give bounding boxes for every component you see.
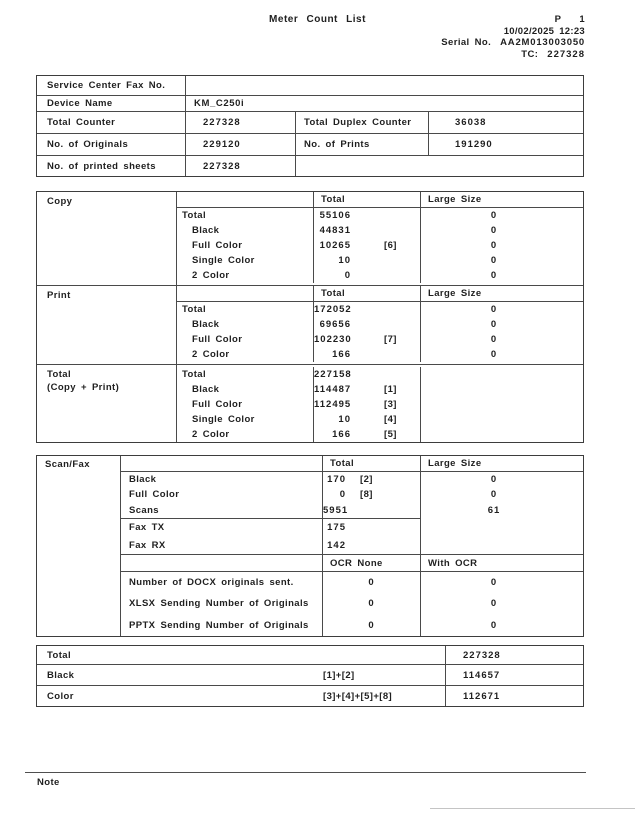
large-size-value: 0 [490, 304, 498, 315]
count-value: 102230 [314, 334, 352, 345]
counter-row [177, 268, 583, 283]
serial-label: Serial No. [441, 37, 492, 48]
service-center-fax-label: Service Center Fax No. [37, 76, 186, 95]
ocr-row [121, 614, 583, 636]
printed-sheets-value: 227328 [186, 156, 296, 176]
serial-number: AA2M013003050 [500, 37, 585, 48]
large-size-value: 0 [490, 334, 498, 345]
page-number-line [555, 14, 585, 25]
row-label: 2 Color [177, 347, 314, 362]
count-value: 0 [344, 270, 351, 281]
table-row [37, 155, 583, 176]
total-section-label-line2: (Copy + Print) [47, 382, 120, 393]
empty-cell [177, 192, 314, 207]
summary-value: 227328 [445, 646, 583, 664]
large-size-value: 0 [490, 474, 498, 485]
ocr-none-value: 0 [323, 614, 421, 636]
column-header-row [121, 456, 583, 472]
note-label: Note [37, 777, 60, 788]
formula-text: [3]+[4]+[5]+[8] [323, 690, 393, 702]
counter-row [177, 208, 583, 223]
row-label: Single Color [177, 412, 314, 427]
summary-black-row [37, 664, 583, 685]
scan-counter-row [121, 472, 583, 487]
summary-value: 112671 [445, 686, 583, 706]
count-value: 10 [338, 414, 351, 425]
row-label: Black [121, 472, 323, 487]
row-label: Total [47, 649, 71, 661]
large-size-column-header: Large Size [428, 288, 482, 299]
table-row [37, 95, 583, 111]
total-counter-label: Total Counter [37, 112, 186, 133]
with-ocr-value: 0 [490, 619, 498, 631]
row-label: 2 Color [177, 268, 314, 283]
row-label: Fax TX [121, 518, 323, 536]
copy-section-label: Copy [37, 192, 177, 285]
row-label: Full Color [177, 332, 314, 347]
page-number: 1 [579, 14, 585, 25]
empty-cell [177, 286, 314, 301]
large-size-value: 0 [490, 240, 498, 251]
counter-row [177, 317, 583, 332]
row-label: 2 Color [177, 427, 314, 442]
count-value: 55106 [319, 210, 351, 221]
with-ocr-value: 0 [490, 598, 498, 609]
footnote-ref: [2] [360, 474, 373, 485]
device-info-table [36, 75, 584, 177]
scan-artifact-line [430, 808, 635, 809]
column-header-row [177, 286, 583, 302]
prints-label: No. of Prints [296, 134, 429, 155]
summary-total-row [37, 646, 583, 664]
counter-row [177, 412, 583, 427]
count-value: 10265 [319, 240, 351, 251]
page-label: P [554, 14, 562, 25]
column-header-row [177, 192, 583, 208]
device-name-label: Device Name [37, 96, 186, 111]
scan-counter-row [121, 487, 583, 502]
empty-cell [421, 536, 583, 554]
footnote-ref: [8] [360, 489, 373, 500]
ocr-none-column-header: OCR None [323, 555, 421, 571]
originals-label: No. of Originals [37, 134, 186, 155]
print-section-label: Print [37, 286, 177, 364]
row-label: Scans [121, 502, 323, 518]
counter-row [177, 347, 583, 362]
table-row [37, 111, 583, 133]
device-name-value: KM_C250i [194, 98, 245, 109]
printed-sheets-label: No. of printed sheets [37, 156, 186, 176]
originals-value: 229120 [186, 134, 296, 155]
row-label: Fax RX [121, 536, 323, 554]
count-value: 44831 [319, 225, 351, 236]
count-value: 10 [338, 255, 351, 266]
large-size-value [421, 367, 583, 382]
large-size-value: 0 [490, 270, 498, 281]
count-value: 166 [332, 349, 351, 360]
page-title [0, 14, 635, 25]
scan-fax-section-label: Scan/Fax [37, 456, 121, 636]
total-column-header: Total [314, 286, 421, 301]
large-size-value: 61 [487, 504, 501, 516]
row-label: Total [177, 367, 314, 382]
ocr-none-value: 0 [323, 593, 421, 614]
row-label: Color [47, 690, 74, 702]
scan-counter-row [121, 502, 583, 518]
prints-value: 191290 [455, 139, 493, 150]
total-duplex-label: Total Duplex Counter [296, 112, 429, 133]
copy-print-counter-table [36, 191, 584, 443]
count-value: 175 [327, 522, 346, 533]
ocr-none-value: 0 [323, 572, 421, 593]
table-row [37, 76, 583, 95]
row-label: Black [177, 317, 314, 332]
total-column-header: Total [314, 192, 421, 207]
row-label: Number of DOCX originals sent. [121, 572, 323, 593]
large-size-value: 0 [490, 255, 498, 266]
table-row [37, 133, 583, 155]
fax-rx-row [121, 536, 583, 554]
footnote-ref: [7] [384, 334, 397, 345]
ocr-header-row [121, 554, 583, 572]
row-label: Black [177, 223, 314, 238]
large-size-value [421, 427, 583, 442]
large-size-value [421, 397, 583, 412]
footnote-ref: [1] [384, 384, 397, 395]
footnote-ref: [6] [384, 240, 397, 251]
large-size-value [421, 382, 583, 397]
count-value: 170 [327, 474, 346, 485]
counter-row [177, 253, 583, 268]
row-label: Single Color [177, 253, 314, 268]
total-column-header: Total [323, 456, 421, 471]
footnote-ref: [5] [384, 429, 397, 440]
row-label: Black [47, 669, 75, 681]
row-label: Full Color [121, 487, 323, 502]
summary-table [36, 645, 584, 707]
empty-cell [121, 456, 323, 471]
ocr-row [121, 572, 583, 593]
total-counter-line [521, 49, 585, 60]
with-ocr-column-header: With OCR [428, 557, 478, 569]
row-label: Full Color [177, 238, 314, 253]
datetime-text: 10/02/2025 12:23 [503, 26, 585, 37]
count-value: 114487 [314, 384, 352, 395]
total-copy-print-section [37, 364, 583, 442]
copy-section [37, 192, 583, 285]
large-size-column-header: Large Size [428, 458, 482, 469]
page-title-text: Meter Count List [269, 14, 366, 25]
total-section-label-line1: Total [47, 369, 71, 380]
large-size-value: 0 [490, 349, 498, 360]
row-label: Total [177, 302, 314, 317]
count-value: 0 [339, 489, 346, 500]
large-size-column-header: Large Size [428, 194, 482, 205]
fax-tx-row [121, 518, 583, 536]
large-size-value: 0 [490, 210, 498, 221]
counter-row [177, 332, 583, 347]
counter-row [177, 223, 583, 238]
counter-row [177, 367, 583, 382]
row-label: PPTX Sending Number of Originals [121, 614, 323, 636]
counter-row [177, 397, 583, 412]
counter-row [177, 238, 583, 253]
count-value: 112495 [314, 399, 352, 410]
total-duplex-value: 36038 [455, 117, 487, 128]
row-label: Black [177, 382, 314, 397]
row-label: Total [177, 208, 314, 223]
print-section [37, 285, 583, 364]
note-divider-line [25, 772, 586, 773]
count-value: 69656 [319, 319, 351, 330]
summary-color-row [37, 685, 583, 706]
scan-fax-table [36, 455, 584, 637]
row-label: Full Color [177, 397, 314, 412]
tc-value: 227328 [547, 49, 585, 60]
datetime-line [504, 26, 585, 37]
count-value: 5951 [323, 504, 349, 516]
footnote-ref: [3] [384, 399, 397, 410]
serial-number-line [441, 37, 585, 48]
large-size-value [421, 412, 583, 427]
counter-row [177, 382, 583, 397]
formula-text: [1]+[2] [323, 669, 355, 681]
count-value: 172052 [314, 304, 352, 315]
tc-label: TC: [521, 49, 539, 60]
row-label: XLSX Sending Number of Originals [121, 593, 323, 614]
total-counter-value: 227328 [186, 112, 296, 133]
count-value: 142 [327, 539, 346, 551]
summary-value: 114657 [445, 665, 583, 685]
count-value: 227158 [314, 369, 352, 380]
ocr-row [121, 593, 583, 614]
empty-cell [421, 518, 583, 536]
large-size-value: 0 [490, 319, 498, 330]
footnote-ref: [4] [384, 414, 397, 425]
large-size-value: 0 [490, 225, 498, 236]
count-value: 166 [332, 429, 351, 440]
counter-row [177, 302, 583, 317]
total-section-label [37, 365, 177, 442]
large-size-value: 0 [490, 489, 498, 500]
empty-cell [121, 555, 323, 571]
with-ocr-value: 0 [490, 577, 498, 588]
counter-row [177, 427, 583, 442]
